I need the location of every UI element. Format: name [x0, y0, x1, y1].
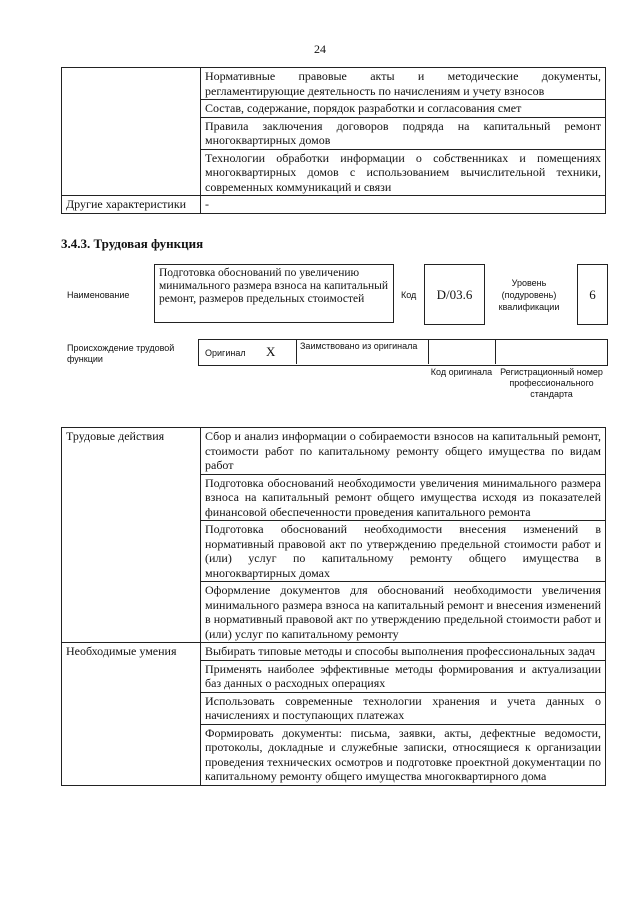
- original-label: Оригинал: [205, 348, 246, 358]
- labor-action-item: Оформление документов для обоснований необходимости увеличения минимального размера взноса на капитальный ремонт и внесения изменений в нормативный правовой акт по утверждению предельной стоимости работ и (или) услуг по капитальному ремонту: [201, 582, 606, 643]
- reg-caption: Регистрационный номер профессионального стандарта: [500, 367, 603, 399]
- level-value: 6: [589, 286, 596, 302]
- function-name-box: [154, 264, 394, 323]
- code-caption: Код оригинала: [430, 367, 493, 377]
- labor-action-item: Сбор и анализ информации о собираемости взносов на капитальный ремонт, стоимости работ по капитальному ремонту общего имущества по видам работ: [201, 428, 606, 475]
- knowledge-item: Нормативные правовые акты и методические документы, регламентирующие деятельность по начислениям и учету взносов: [201, 68, 606, 100]
- level-value-box: [577, 264, 608, 325]
- other-characteristics-value: -: [201, 196, 606, 214]
- knowledge-item: Правила заключения договоров подряда на капитальный ремонт многоквартирных домов: [201, 117, 606, 149]
- labor-action-item: Подготовка обоснований необходимости увеличения минимального размера взноса на капитальный ремонт общего имущества исходя из показателей финансовой обеспеченности проведения капитального ремонта: [201, 474, 606, 521]
- skill-item: Применять наиболее эффективные методы формирования и актуализации баз данных о расходных операциях: [201, 660, 606, 692]
- actions-table: [61, 427, 606, 786]
- skill-item: Выбирать типовые методы и способы выполнения профессиональных задач: [201, 643, 606, 661]
- knowledge-item: Состав, содержание, порядок разработки и согласования смет: [201, 100, 606, 118]
- code-label: Код: [401, 290, 417, 300]
- origin-divider: [428, 339, 429, 364]
- level-label: Уровень (подуровень) квалификации: [498, 278, 560, 312]
- origin-label: Происхождение трудовой функции: [67, 343, 175, 364]
- name-label: Наименование: [67, 290, 130, 300]
- page-number: 24: [314, 42, 326, 56]
- origin-divider: [296, 339, 297, 364]
- other-characteristics-label: Другие характеристики: [62, 196, 201, 214]
- knowledge-table: [61, 67, 606, 214]
- skill-item: Использовать современные технологии хранения и учета данных о начислениях и поступающих платежах: [201, 692, 606, 724]
- knowledge-label-cell: [62, 68, 201, 196]
- labor-actions-label: Трудовые действия: [62, 428, 201, 643]
- code-value-box: [424, 264, 485, 325]
- skill-item: Формировать документы: письма, заявки, акты, дефектные ведомости, протоколы, докладные и служебные записки, относящиеся к организации проведения технических осмотров и подготовке проектной документации по капитальному ремонту общего имущества многоквартирного дома: [201, 724, 606, 785]
- origin-divider: [495, 339, 496, 364]
- code-value: D/03.6: [436, 286, 473, 302]
- required-skills-label: Необходимые умения: [62, 643, 201, 786]
- function-name-value: Подготовка обоснований по увеличению минимального размера взноса на капитальный ремонт, размеров предельных стоимостей: [159, 267, 389, 305]
- labor-action-item: Подготовка обоснований необходимости внесения изменений в нормативный правовой акт по утверждению предельной стоимости работ и (или) услуг по капитальному ремонту общего имущества в многоквартирных домах: [201, 521, 606, 582]
- original-mark: X: [266, 344, 276, 359]
- knowledge-item: Технологии обработки информации о собственниках и помещениях многоквартирных домов с использованием вычислительной техники, современных коммуникаций и связи: [201, 149, 606, 196]
- borrowed-label: Заимствовано из оригинала: [300, 341, 418, 351]
- section-title: 3.4.3. Трудовая функция: [61, 236, 204, 251]
